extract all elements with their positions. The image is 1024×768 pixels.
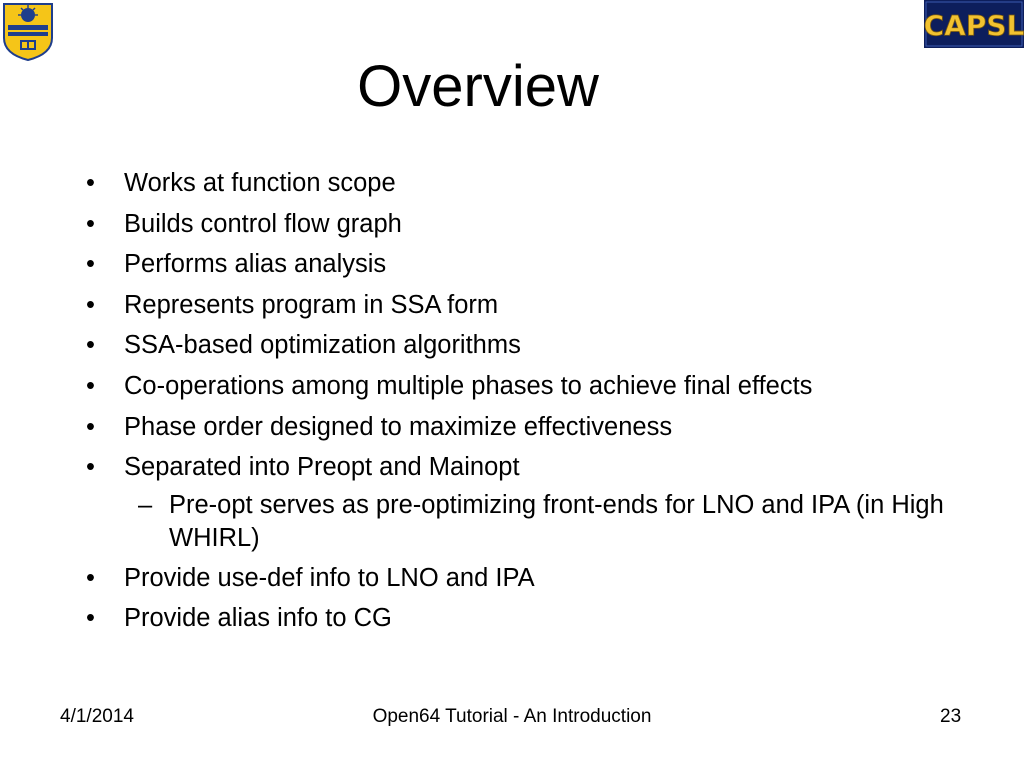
bullet-item — [0, 371, 944, 401]
footer-date: 4/1/2014 — [60, 706, 134, 727]
bullet-item — [0, 290, 944, 320]
bullet-item — [0, 563, 944, 593]
bullet-text: Represents program in SSA form — [124, 290, 499, 319]
bullet-list — [0, 168, 1024, 644]
bullet-text: Co-operations among multiple phases to achieve final effects — [124, 371, 813, 400]
bullet-item — [0, 168, 944, 198]
bullet-marker: • — [86, 250, 95, 279]
bullet-item — [0, 412, 944, 442]
bullet-text: Performs alias analysis — [124, 250, 387, 279]
sub-bullet-item — [0, 489, 949, 555]
capsl-logo — [924, 0, 1024, 48]
bullet-text: Phase order designed to maximize effectiveness — [124, 412, 673, 441]
bullet-marker: • — [86, 209, 95, 238]
bullet-text: Provide alias info to CG — [124, 604, 392, 633]
bullet-item — [0, 209, 944, 239]
bullet-marker: • — [86, 604, 95, 633]
bullet-item — [0, 330, 944, 360]
bullet-text: Separated into Preopt and Mainopt — [124, 453, 520, 482]
sub-bullet-text: Pre-opt serves as pre-optimizing front-ends for LNO and IPA (in High WHIRL) — [169, 490, 944, 552]
bullet-text: Provide use-def info to LNO and IPA — [124, 563, 535, 592]
bullet-marker: • — [86, 290, 95, 319]
page-number: 23 — [940, 706, 962, 727]
bullet-marker: • — [86, 412, 95, 441]
bullet-text: Builds control flow graph — [124, 209, 402, 238]
slide-title: Overview — [357, 54, 599, 119]
bullet-item — [0, 452, 944, 482]
bullet-text: Works at function scope — [124, 169, 396, 197]
bullet-marker: • — [86, 563, 95, 592]
bullet-marker: • — [86, 169, 95, 197]
capsl-logo-text: CAPSL — [924, 9, 1024, 42]
bullet-marker: • — [86, 331, 95, 360]
bullet-item — [0, 603, 944, 633]
sub-bullet-marker: – — [138, 490, 153, 519]
bullet-marker: • — [86, 371, 95, 400]
bullet-marker: • — [86, 453, 95, 482]
bullet-item — [0, 249, 944, 279]
bullet-text: SSA-based optimization algorithms — [124, 331, 521, 360]
footer-title: Open64 Tutorial - An Introduction — [372, 706, 652, 727]
capsl-logo-icon — [924, 0, 1024, 48]
